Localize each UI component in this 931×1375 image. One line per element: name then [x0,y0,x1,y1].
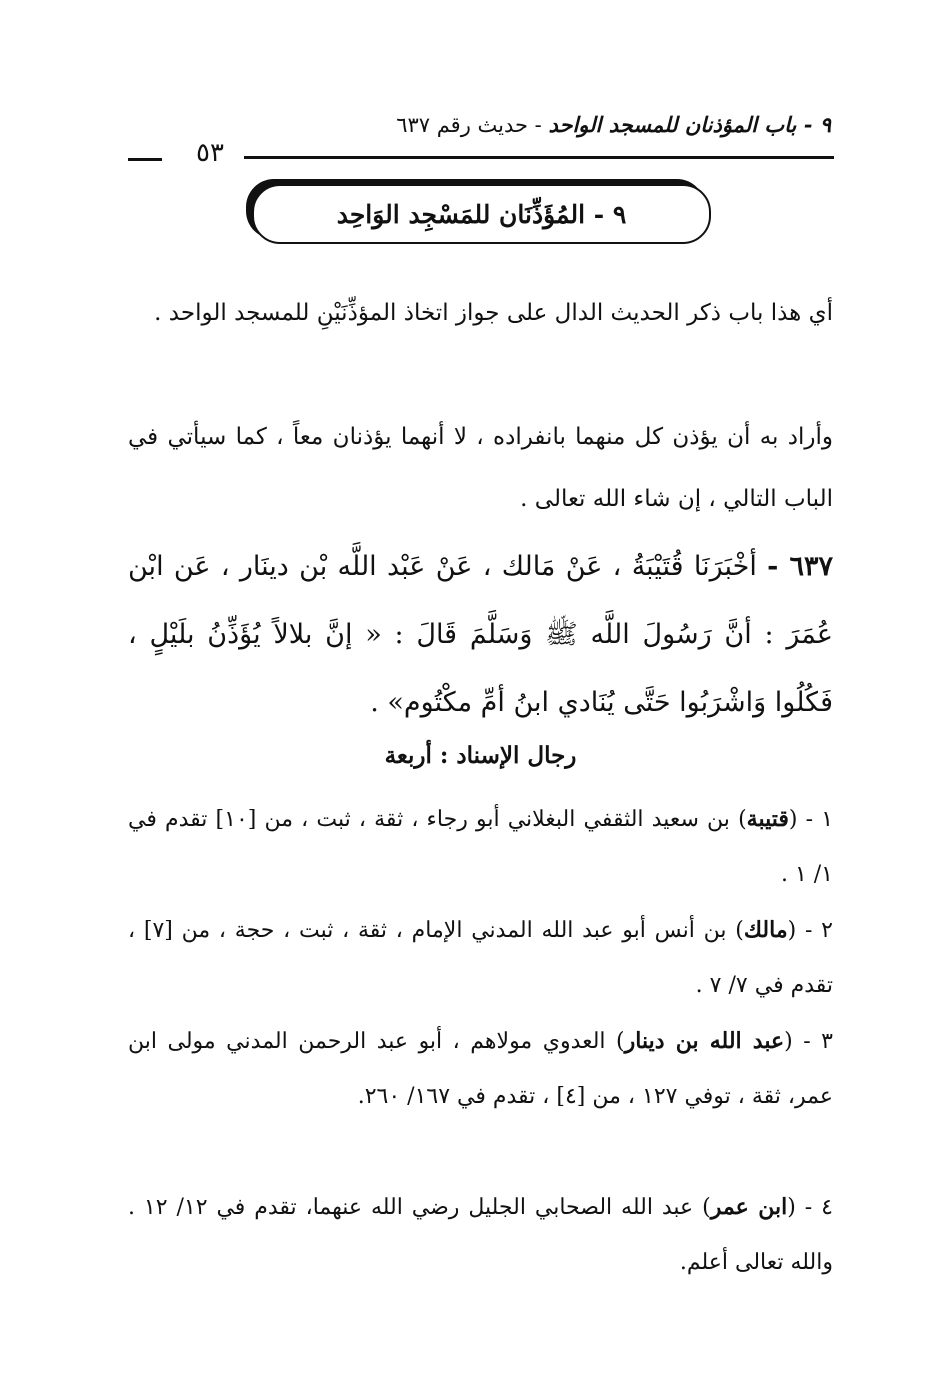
hadith-text-block [128,533,833,737]
intro-paragraph-2: وأراد به أن يؤذن كل منهما بانفراده ، لا أنهما يؤذنان معاً ، كما سيأتي في الباب التالي ، إن شاء الله تعالى . [128,424,833,512]
narrator-paren: ) [702,1195,711,1220]
narrator-name: ابن عمر [710,1194,788,1220]
narrator-paren: ) [735,918,744,943]
narrator-paren: ) [616,1029,625,1054]
narrator-entry [128,1014,833,1124]
narrator-name: مالك [743,917,788,943]
narrator-number: ٢ - ( [787,918,833,943]
narrator-number: ١ - ( [788,807,834,832]
page-number: ٥٣ [196,138,224,168]
header-rule-long [244,156,834,159]
intro-paragraph-1: أي هذا باب ذكر الحديث الدال على جواز اتخاذ المؤذِّنَيْنِ للمسجد الواحد . [154,300,833,326]
hadith-text: أخْبَرَنَا قُتَيْبَةُ ، عَنْ مَالك ، عَنْ عَبْد اللَّه بْن دينَار ، عَن ابْن عُمَرَ : أنَّ رَسُولَ اللَّه ﷺ وَسَلَّمَ قَالَ : « إنَّ بلالاً يُؤَذِّنُ بلَيْلٍ ، فَكُلُوا وَاشْرَبُوا حَتَّى يُنَادي ابنُ أمِّ مكْتُوم» . [128,551,833,718]
chapter-title: ٩ - باب المؤذنان للمسجد الواحد [548,112,831,137]
narrator-number: ٣ - ( [784,1029,833,1054]
section-title: ٩ - المُؤَذِّنَان للمَسْجِد الوَاحِد [336,199,627,229]
narrator-number: ٤ - ( [787,1195,833,1220]
narrator-description: بن سعيد الثقفي البغلاني أبو رجاء ، ثقة ، ثبت ، من [١٠] تقدم في ١/ ١ . [128,807,833,887]
hadith-reference: - حديث رقم ٦٣٧ [396,113,542,137]
section-title-box [252,184,711,244]
narrator-name: قتيبة [746,806,789,832]
running-header [340,112,831,137]
narrator-name: عبد الله بن دينار [624,1028,785,1054]
narrator-description: العدوي مولاهم ، أبو عبد الرحمن المدني مولى ابن عمر، ثقة ، توفي ١٢٧ ، من [٤] ، تقدم في ١٦٧/ ٢٦٠. [128,1029,833,1109]
narrator-paren: ) [738,807,747,832]
narrator-description: عبد الله الصحابي الجليل رضي الله عنهما، تقدم في ١٢/ ١٢ . والله تعالى أعلم. [128,1195,833,1275]
header-rule-short [128,158,162,161]
hadith-number: ٦٣٧ - [767,551,833,582]
narrators-heading: رجال الإسناد : أربعة [384,742,577,769]
narrator-entry [128,1180,833,1290]
narrator-description: بن أنس أبو عبد الله المدني الإمام ، ثقة ، ثبت ، حجة ، من [٧] ، تقدم في ٧/ ٧ . [128,918,833,998]
narrator-entry [128,792,833,902]
narrator-entry [128,903,833,1013]
